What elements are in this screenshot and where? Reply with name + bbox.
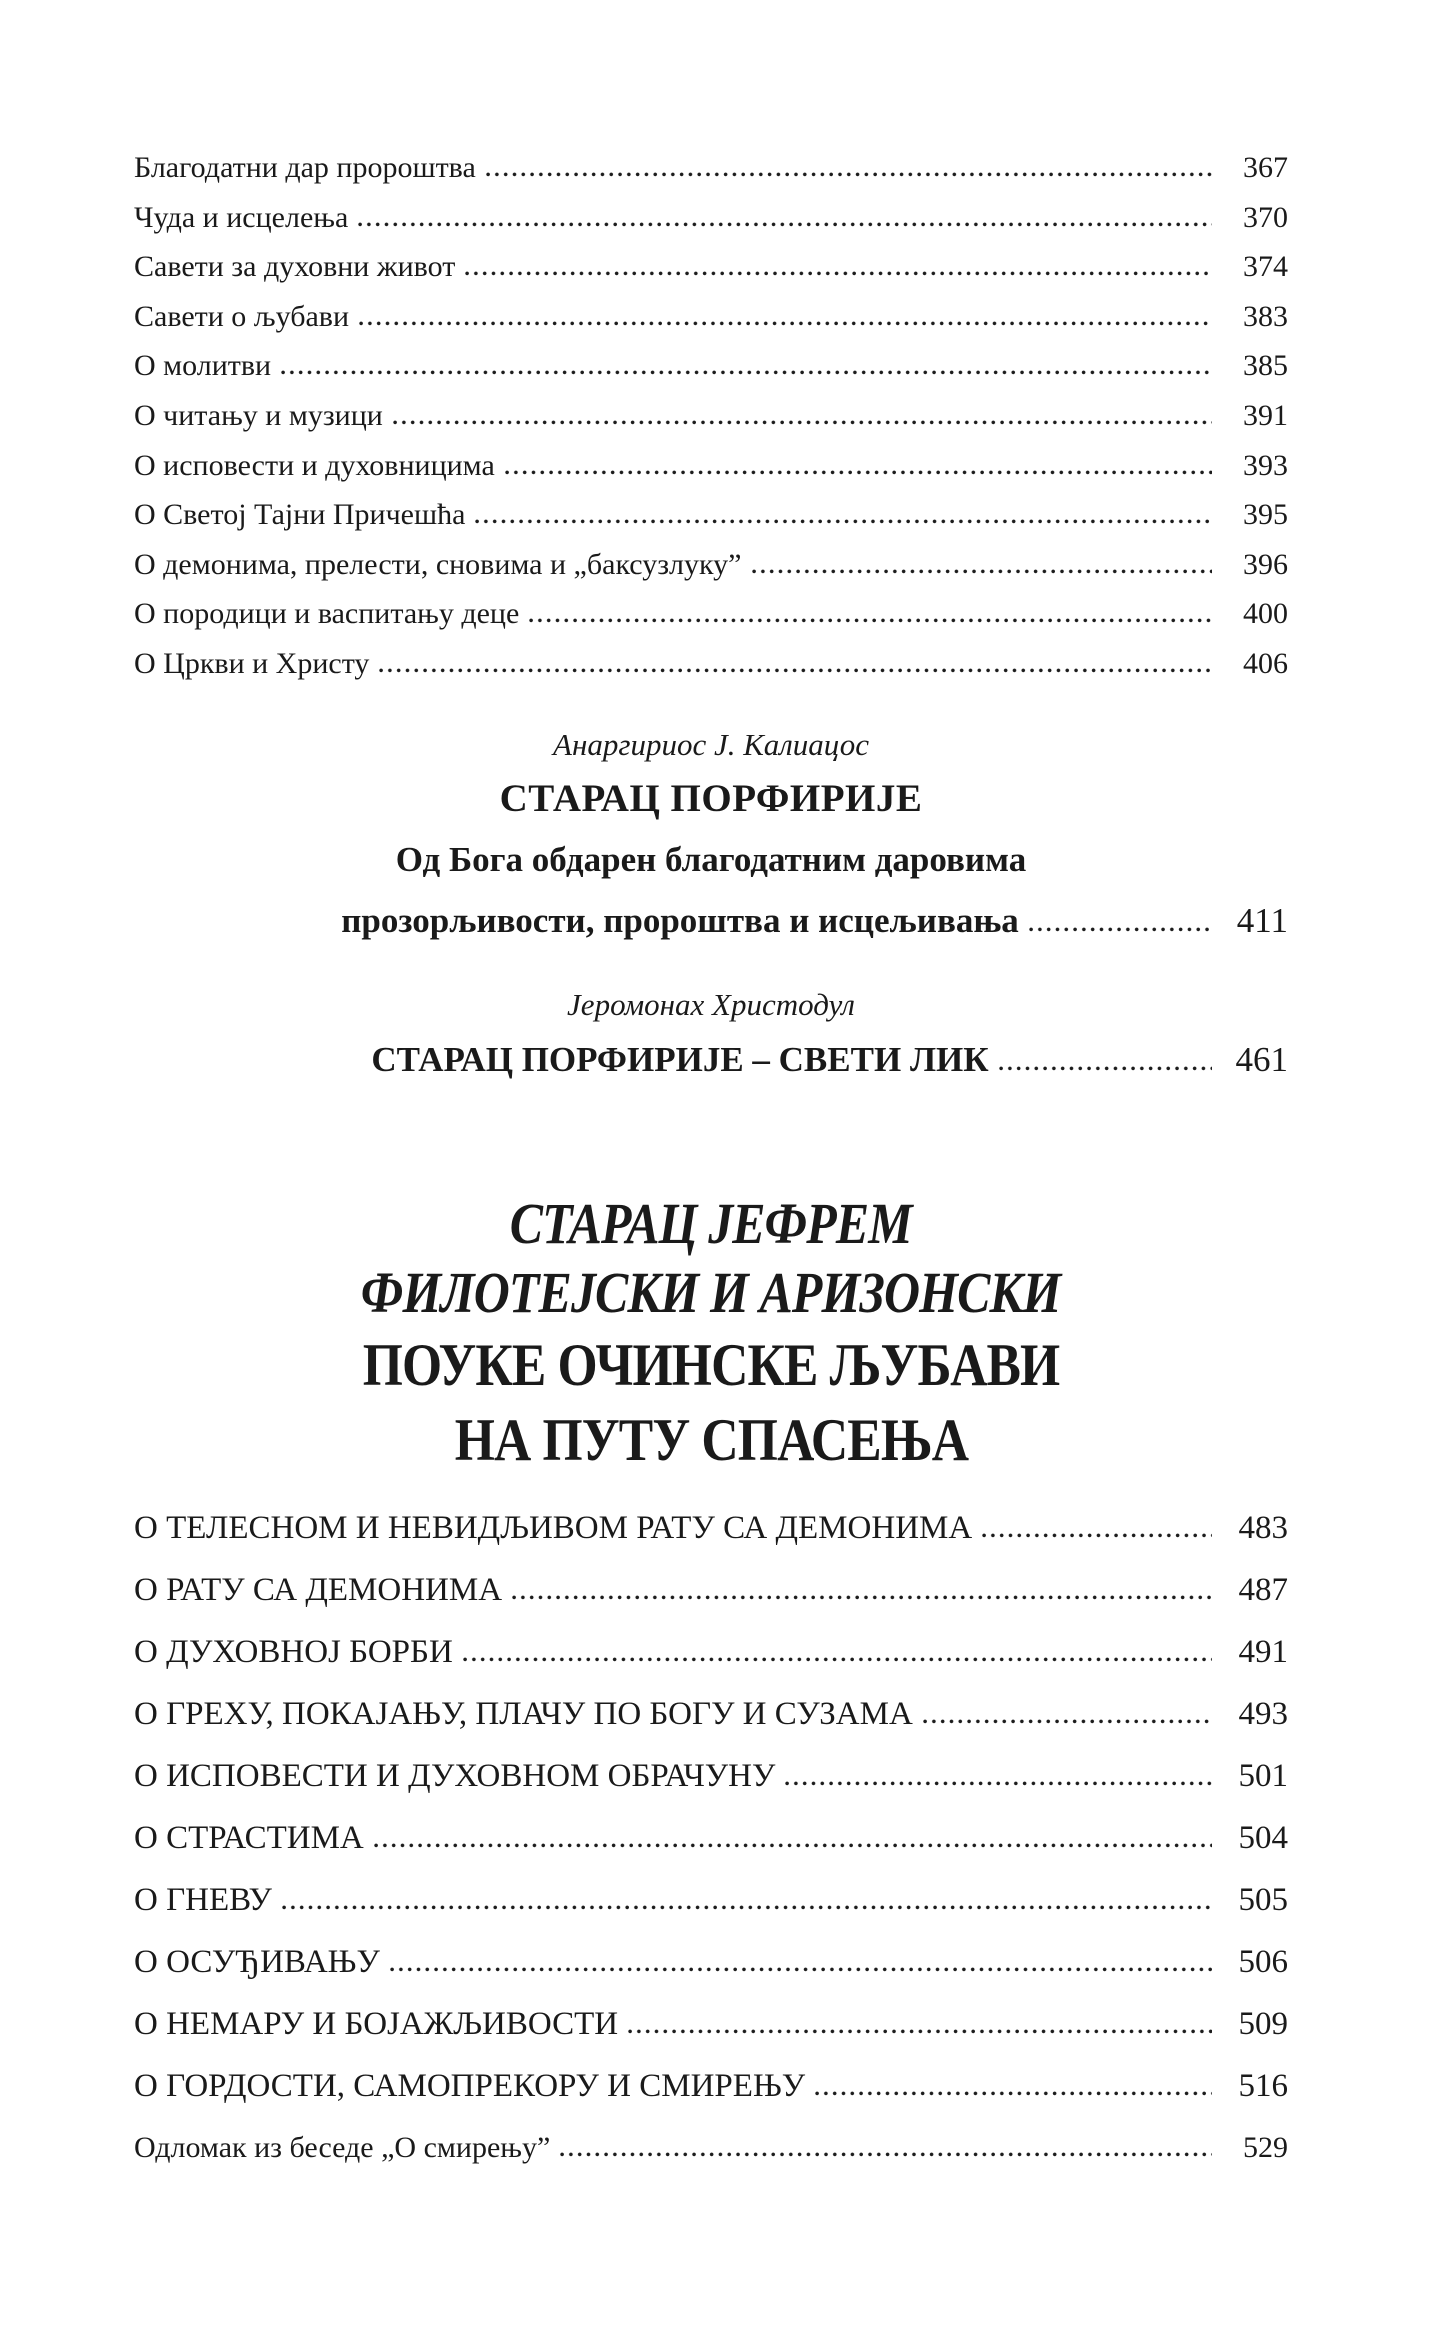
dot-leader <box>486 172 1212 177</box>
toc-entry-title: О читању и музици <box>134 398 383 432</box>
toc-entry-row <box>134 1869 1288 1931</box>
book-title: СТАРАЦ ПОРФИРИЈЕ – СВЕТИ ЛИК <box>371 1039 989 1079</box>
dot-leader <box>560 2152 1212 2157</box>
dot-leader <box>512 1595 1212 1600</box>
toc-entry-page: 385 <box>1243 349 1288 383</box>
toc-entry-page: 493 <box>1238 1695 1288 1732</box>
dot-leader <box>379 668 1212 673</box>
heading-line-2-text: ФИЛОТЕЈСКИ И АРИЗОНСКИ <box>361 1259 1061 1325</box>
toc-entry-page: 383 <box>1243 299 1288 333</box>
author-name: Јеромонах Христодул <box>567 986 855 1022</box>
toc-entry-page: 406 <box>1243 646 1288 680</box>
toc-entry-row <box>134 1621 1288 1683</box>
book-title: СТАРАЦ ПОРФИРИЈЕ <box>499 776 923 820</box>
toc-entry-row <box>134 341 1288 391</box>
heading-line-3 <box>134 1327 1288 1403</box>
toc-entry-page: 391 <box>1243 398 1288 432</box>
toc-entry-title: О молитви <box>134 349 272 383</box>
toc-entry-title: О ГРЕХУ, ПОКАЈАЊУ, ПЛАЧУ ПО БОГУ И СУЗАМА <box>134 1695 913 1732</box>
toc-entry-row <box>134 2117 1288 2179</box>
toc-entry-page: 501 <box>1238 1757 1288 1794</box>
dot-leader <box>505 470 1212 475</box>
dot-leader <box>282 1905 1212 1910</box>
toc-entry-row <box>134 391 1288 441</box>
toc-section-jefrem-chapters <box>134 1497 1288 2179</box>
toc-entry-page: 491 <box>1238 1633 1288 1670</box>
toc-entry-page: 487 <box>1238 1571 1288 1608</box>
toc-entry-row <box>134 1683 1288 1745</box>
toc-entry-title: Чуда и исцелења <box>134 200 349 234</box>
toc-entry-title: О НЕМАРУ И БОЈАЖЉИВОСТИ <box>134 2005 619 2042</box>
toc-entry-title: О ТЕЛЕСНОМ И НЕВИДЉИВОМ РАТУ СА ДЕМОНИМА <box>134 1509 973 1546</box>
leading-spacer <box>134 931 341 932</box>
toc-entry-title: Савети за духовни живот <box>134 250 456 284</box>
toc-entry-title: О СТРАСТИМА <box>134 1819 364 1856</box>
toc-entry-row <box>134 1931 1288 1993</box>
dot-leader <box>374 1843 1212 1848</box>
dot-leader <box>463 1657 1212 1662</box>
toc-section-porfirije-chapters <box>134 143 1288 689</box>
dot-leader <box>785 1781 1212 1786</box>
toc-entry-page: 505 <box>1238 1881 1288 1918</box>
dot-leader <box>359 321 1212 326</box>
toc-entry-row <box>134 1559 1288 1621</box>
book-title-entry-row <box>134 1031 1288 1089</box>
toc-entry-title: О Цркви и Христу <box>134 646 370 680</box>
toc-entry-title: О породици и васпитању деце <box>134 597 520 631</box>
dot-leader <box>999 1066 1212 1071</box>
toc-entry-page: 529 <box>1243 2130 1288 2164</box>
toc-entry-page: 374 <box>1243 250 1288 284</box>
toc-entry-row <box>134 1807 1288 1869</box>
toc-entry-title: О ГНЕВУ <box>134 1881 272 1918</box>
toc-entry-title: Благодатни дар пророштва <box>134 151 476 184</box>
author-name: Анаргириос Ј. Калиацос <box>553 726 869 762</box>
dot-leader <box>393 420 1212 425</box>
toc-entry-page: 370 <box>1243 200 1288 234</box>
book-subtitle-line1: Од Бога обдарен благодатним даровима <box>395 839 1027 879</box>
heading-line-2 <box>134 1259 1288 1327</box>
dot-leader <box>358 222 1212 227</box>
toc-entry-title: О ОСУЂИВАЊУ <box>134 1943 380 1980</box>
toc-entry-title: О ГОРДОСТИ, САМОПРЕКОРУ И СМИРЕЊУ <box>134 2067 806 2104</box>
toc-entry-page: 411 <box>1236 900 1288 940</box>
dot-leader <box>390 1967 1212 1972</box>
toc-entry-page: 396 <box>1243 547 1288 581</box>
toc-entry-row <box>134 292 1288 342</box>
section-hristodul <box>134 979 1288 1089</box>
toc-entry-title: Одломак из беседе „О смирењу” <box>134 2130 551 2164</box>
dot-leader <box>982 1533 1212 1538</box>
toc-entry-title: О Светој Тајни Причешћа <box>134 498 466 532</box>
heading-line-3-text: ПОУКЕ ОЧИНСКЕ ЉУБАВИ <box>362 1331 1060 1398</box>
heading-line-4 <box>134 1403 1288 1477</box>
heading-line-1-text: СТАРАЦ ЈЕФРЕМ <box>509 1190 913 1256</box>
toc-entry-row <box>134 639 1288 689</box>
toc-entry-row <box>134 490 1288 540</box>
heading-line-4-text: НА ПУТУ СПАСЕЊА <box>454 1406 968 1473</box>
toc-entry-page: 516 <box>1238 2067 1288 2104</box>
toc-entry-page: 504 <box>1238 1819 1288 1856</box>
toc-entry-page: 461 <box>1235 1039 1289 1079</box>
dot-leader <box>1029 927 1212 932</box>
toc-entry-page: 509 <box>1238 2005 1288 2042</box>
toc-entry-page: 506 <box>1238 1943 1288 1980</box>
toc-entry-title: Савети о љубави <box>134 299 350 333</box>
dot-leader <box>628 2029 1212 2034</box>
dot-leader <box>815 2091 1212 2096</box>
heading-line-1 <box>134 1189 1288 1259</box>
toc-entry-page: 367 <box>1243 151 1288 184</box>
toc-entry-row <box>134 589 1288 639</box>
toc-entry-page: 393 <box>1243 448 1288 482</box>
toc-entry-title: О РАТУ СА ДЕМОНИМА <box>134 1571 503 1608</box>
toc-entry-row <box>134 1993 1288 2055</box>
toc-entry-row <box>134 1745 1288 1807</box>
toc-entry-title: О демонима, прелести, сновима и „баксузлуку” <box>134 547 742 581</box>
toc-entry-page: 483 <box>1238 1509 1288 1546</box>
toc-entry-row <box>134 540 1288 590</box>
section-jefrem-heading <box>134 1189 1288 1477</box>
toc-entry-row <box>134 2055 1288 2117</box>
leading-spacer <box>134 1070 371 1071</box>
toc-entry-title: О ИСПОВЕСТИ И ДУХОВНОМ ОБРАЧУНУ <box>134 1757 776 1794</box>
dot-leader <box>529 618 1212 623</box>
toc-entry-title: О ДУХОВНОЈ БОРБИ <box>134 1633 453 1670</box>
section-kaliacos <box>134 719 1288 949</box>
book-subtitle-line2: прозорљивости, пророштва и исцељивања <box>341 900 1019 940</box>
toc-entry-row <box>134 1497 1288 1559</box>
toc-entry-page: 400 <box>1243 597 1288 631</box>
toc-entry-row <box>134 143 1288 193</box>
dot-leader <box>752 569 1213 574</box>
toc-entry-title: О исповести и духовницима <box>134 448 495 482</box>
dot-leader <box>475 519 1212 524</box>
toc-entry-page: 395 <box>1243 498 1288 532</box>
toc-entry-row <box>134 242 1288 292</box>
dot-leader <box>281 370 1212 375</box>
toc-entry-row <box>134 441 1288 491</box>
toc-entry-row <box>134 193 1288 243</box>
book-subtitle-entry-row <box>134 893 1288 949</box>
dot-leader <box>465 271 1212 276</box>
dot-leader <box>923 1719 1212 1724</box>
